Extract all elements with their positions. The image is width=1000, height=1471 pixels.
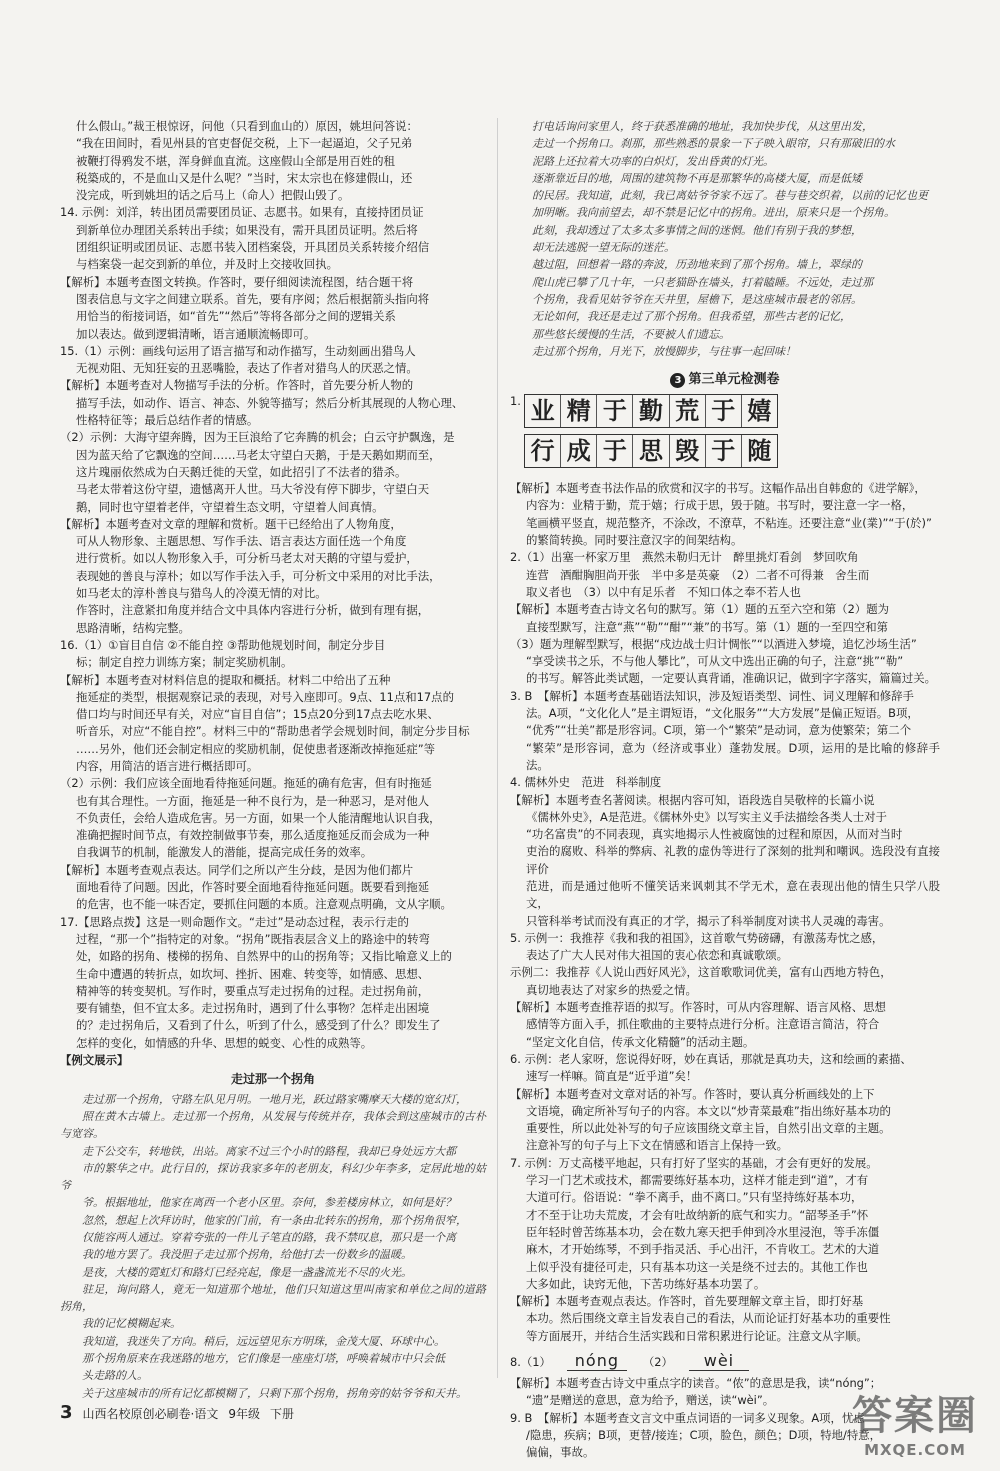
- text-line: 本功。然后围绕文章主旨发表自己的看法，从而论证打好基本功的重要性: [526, 1311, 891, 1326]
- essay-title: 走过那一个拐角: [230, 1072, 315, 1087]
- text-line: 的繁简转换。同时要注意汉字的间架结构。: [526, 533, 743, 548]
- text-line: 因为蓝天给了它飘逸的空间……马老太守望白天鹅，于是天鹅如期而至，: [76, 447, 441, 462]
- text-line: 我的地方罢了。我没胆子走过那个拐角，给他打去一份数乡的温暖。: [82, 1248, 412, 1262]
- text-line: 《儒林外史》，A是范进。《儒林外史》以写实主义手法描绘各类人士对于: [526, 809, 887, 824]
- calligraphy-char: 随: [747, 436, 772, 466]
- text-line: 重要性，所以此处补写的句子应该围绕文章主旨，自然引出文章的主题。: [526, 1121, 891, 1136]
- text-line: 不负责任，会给人造成危害。另一方面，如果一个人能清醒地认识自我，: [76, 810, 441, 825]
- answer-8-pinyin: [510, 1351, 940, 1371]
- text-line: 图表信息与文字之间建立联系。首先，要有序阅；然后根据箭头指向将: [76, 291, 430, 306]
- text-line: 【解析】本题考查对人物描写手法的分析。作答时，首先要分析人物的: [60, 378, 414, 393]
- text-line: 那个拐角原来在我迷路的地方，它们像是一座座灯塔，呼唤着城市中只会低: [82, 1352, 445, 1366]
- text-line: 加以表达。做到逻辑清晰，语言通顺流畅即可。: [76, 326, 316, 341]
- text-line: 7. 示例：万丈高楼平地起，只有打好了坚实的基础，才会有更好的发展。: [510, 1155, 878, 1170]
- text-line: 打电话询问家里人，终于获悉准确的地址，我加快步伐，从这里出发，: [532, 120, 873, 133]
- text-line: 要有铺垫，但不宜太多。走过拐角时，遇到了什么事物？怎样走出困境: [76, 1001, 430, 1016]
- text-line: 无视劝阻、无知狂妄的丑恶嘴脸，表达了作者对猎鸟人的厌恶之情。: [76, 361, 418, 376]
- text-line: 【解析】本题考查对文章对话的补写。作答时，要认真分析画线处的上下: [510, 1086, 875, 1101]
- text-line: 自我调节的机制，能激发人的潜能，提高完成任务的效率。: [76, 845, 373, 860]
- text-line: “遗”是赠送的意思，意为给予，赠送，读“wèi”。: [526, 1393, 775, 1408]
- text-line: 鹅，同时也守望着老伴，守望着生态文明，守望着人间真情。: [76, 499, 384, 514]
- text-line: 的危害，也不能一味否定，要抓住问题的本质。注意观点明确，文从字顺。: [76, 897, 452, 912]
- question-number: 1.: [510, 394, 521, 409]
- watermark: [852, 1384, 978, 1459]
- answer-17: [60, 914, 486, 1052]
- text-line: 标；制定自控力训练方案；制定奖励机制。: [76, 655, 293, 670]
- essay-text-left: [60, 1091, 486, 1402]
- text-line: “我在田间时，看见州县的官吏督促交税，上下一起逼迫，父子兄弟: [76, 136, 413, 151]
- text-line: 过程，“那一个”指特定的对象。“拐角”既指表层含义上的路途中的转弯: [76, 931, 430, 946]
- text-line: 仅能容两人通过。穿着夸张的一件儿子笔直的路，我不禁叹息，那只是一个离: [82, 1231, 456, 1244]
- text-line: （3）题为理解型默写，根据“戍边战士归计惆怅”“以酒进入梦境，追忆沙场生活”: [510, 636, 917, 651]
- text-line: 表达了广大人民对伟大祖国的衷心依恋和真诚歌颂。: [526, 948, 788, 963]
- text-line: 这片瑰丽依然成为白天鹅迁徙的天堂，如此招引了不法者的猎杀。: [76, 464, 407, 479]
- answer-6: [510, 1051, 940, 1155]
- section-title: 第三单元检测卷: [688, 372, 780, 388]
- text-line: 那些悠长缓慢的生活，不要被人们遗忘。: [532, 327, 730, 341]
- calligraphy-char: 思: [633, 435, 669, 467]
- section-badge: 3: [670, 373, 685, 388]
- text-line: 怎样的变化，如情感的升华、思想的蜕变、心性的成熟等。: [76, 1035, 373, 1050]
- page-number: 3: [60, 1402, 73, 1423]
- watermark-url: MXQE.COM: [864, 1441, 966, 1459]
- calligraphy-char: 勤: [633, 395, 669, 427]
- text-line: 偏偏，事故。: [526, 1445, 595, 1460]
- text-line: 走过那个拐角，月光下，放慢脚步，与往事一起回味！: [532, 344, 796, 358]
- text-line: 越过阻，回想着一路的奔波，历劲地来到了那个拐角。墙上，翠绿的: [532, 258, 862, 272]
- text-line: 连营 酒酣胸胆尚开张 半中多是英豪 （2）二者不可得兼 舍生而: [526, 567, 870, 582]
- text-line: 听音乐，对应“不能自控”。材料三中的“帮助患者学会规划时间，制定分步目标: [76, 724, 470, 739]
- term: 下册: [270, 1407, 295, 1421]
- grade: 9年级: [228, 1407, 260, 1421]
- text-line: 范进，而是通过他听不懂笑话来讽刺其不学无术，意在表现出他的情生只学八股文，: [526, 878, 940, 911]
- calligraphy-char: 成: [561, 435, 597, 467]
- section-heading: [510, 368, 940, 388]
- calligraphy-char: 荒: [670, 395, 706, 427]
- text-line: “享受读书之乐，不与他人攀比”，可从文中选出正确的句子，注意“挑”“勒”: [526, 654, 904, 669]
- calligraphy-char: 于: [597, 395, 633, 427]
- answer-4: [510, 774, 940, 930]
- carryover-text: [60, 118, 486, 204]
- text-line: 【解析】本题考查观点表达。作答时，首先要理解文章主旨，即打好基: [510, 1294, 864, 1309]
- text-line: 速写一样嘛。简直是“近乎道”矣！: [526, 1069, 698, 1084]
- text-line: 麻木，才开始练琴，不到手指灵活、手心出汗，不肯收工。艺术的大道: [526, 1242, 880, 1257]
- text-line: 拖延症的类型，根据观察记录的表现，对号入座即可。9点、11点和17点的: [76, 689, 454, 704]
- text-line: 描写手法，如动作、语言、神态、外貌等描写；然后分析其展现的人物心理、: [76, 395, 464, 410]
- text-line: 马老太带着这份守望，遗憾离开人世。马大爷没有停下脚步，守望白天: [76, 482, 430, 497]
- text-line: 思路清晰，结构完整。: [76, 620, 190, 635]
- text-line: （2）示例：大海守望奔腾，因为王巨浪给了它奔腾的机会；白云守护飘逸，是: [60, 430, 455, 445]
- text-line: 真切地表达了对家乡的热爱之情。: [526, 982, 697, 997]
- watermark-logo: 答案圈: [852, 1392, 978, 1439]
- text-line: 【解析】本题考查书法作品的欣赏和汉字的书写。这幅作品出自韩愈的《进学解》，: [510, 481, 926, 496]
- text-line: 作答时，注意紧扣角度并结合文中具体内容进行分析，做到有理有据，: [76, 603, 430, 618]
- text-line: 16.（1）①盲目自信 ②不能自控 ③帮助他规划时间，制定分步目: [60, 637, 386, 652]
- text-line: 是夜，大楼的霓虹灯和路灯已经亮起，像是一盏盏流光不尽的火光。: [82, 1265, 412, 1279]
- text-line: 【解析】本题考查观点表达。同学们之所以产生分歧，是因为他们都片: [60, 862, 414, 877]
- text-line: 也有其合理性。一方面，拖延是一种不良行为，是一种恶习，是对他人: [76, 793, 430, 808]
- calligraphy-char: 于: [597, 435, 633, 467]
- text-line: 上似乎没有捷径可走，只有基本功这一关是绕不过去的。其他工作也: [526, 1259, 868, 1274]
- text-line: 【解析】本题考查图文转换。作答时，要仔细阅读流程图，结合题干将: [60, 274, 414, 289]
- text-line: 【解析】本题考查对材料信息的提取和概括。材料二中给出了五种: [60, 672, 391, 687]
- text-line: 生命中遭遇的转折点，如坎坷、挫折、困难、转变等，如情感、思想、: [76, 966, 430, 981]
- text-line: 3. B 【解析】本题考查基础语法知识，涉及短语类型、词性、词义理解和修辞手: [510, 688, 914, 703]
- text-line: 却无法逃脱一望无际的迷茫。: [532, 241, 675, 255]
- text-line: 被鞭打得鸦发不堪，浑身鲜血直流。这座假山全部是用百姓的租: [76, 153, 395, 168]
- text-line: 【解析】本题考查古诗文名句的默写。第（1）题的五至六空和第（2）题为: [510, 602, 889, 617]
- answer-5: [510, 930, 940, 1051]
- calligraphy-char: 嬉: [747, 396, 772, 426]
- right-column: [510, 118, 940, 1461]
- essay-text-right: [510, 118, 940, 360]
- text-line: 我知道，我迷失了方向。稍后，远远望见东方明珠，金茂大厦、环球中心。: [82, 1334, 445, 1348]
- column-divider: [497, 118, 498, 1378]
- text-line: 6. 示例：老人家呀，您说得好呀，妙在真话，那就是真功夫，这和绘画的素描、: [510, 1051, 912, 1066]
- text-line: 此刻，我却透过了太多太多事情之间的迷惘。他们有别于我的梦想，: [532, 223, 862, 237]
- text-line: 大多如此，诀窍无他，下苦功练好基本功罢了。: [526, 1276, 766, 1291]
- text-line: 【解析】本题考查古诗文中重点字的读音。“侬”的意思是我，读“nóng”；: [510, 1376, 882, 1390]
- text-line: 【解析】本题考查名著阅读。根据内容可知，语段选自吴敬梓的长篇小说: [510, 792, 875, 807]
- text-line: 准确把握时间节点，有效控制做事节奏，那么适度拖延反而会成为一种: [76, 828, 430, 843]
- text-line: 个拐角，我看见姑爷爷在天井里，屋檐下，是这座城市最老的邻居。: [532, 292, 862, 306]
- text-line: 法。A项，“文化化人”是主谓短语，“文化服务”“大方发展”是偏正短语。B项，: [526, 706, 919, 721]
- text-line: /隐患，疾病；B项，更替/接连；C项，脸色，颜色；D项，特地/特意，: [526, 1427, 881, 1442]
- text-line: 大道可行。俗语说：“拳不离手，曲不离口。”只有坚持练好基本功，: [526, 1190, 863, 1205]
- text-line: 示例二：我推荐《人说山西好风光》，这首歌歌词优美，富有山西地方特色，: [510, 965, 892, 980]
- text-line: 泥路上还拉着大功率的白炽灯，发出昏黄的灯光。: [532, 154, 774, 168]
- text-line: 17.【思路点拨】这是一则命题作文。“走过”是动态过程，表示行走的: [60, 914, 409, 929]
- text-line: 【解析】本题考查对文章的理解和赏析。题干已经给出了人物角度，: [60, 516, 402, 531]
- text-line: 5. 示例一：我推荐《我和我的祖国》，这首歌气势磅礴，有激荡寿忱之感，: [510, 930, 884, 945]
- text-line: 的？走过拐角后，又看到了什么，听到了什么，感受到了什么？即发生了: [76, 1018, 441, 1033]
- text-line: “繁荣”是形容词，意为（经济或事业）蓬勃发展。D项，运用的是比喻的修辞手法。: [526, 740, 940, 772]
- text-line: 取义者也 （3）以中有足乐者 不知口体之奉不若人也: [526, 584, 801, 599]
- calligraphy-char: 精: [561, 395, 597, 427]
- text-line: 9. B 【解析】本题考查文言文中重点词语的一词多义现象。A项，忧虑: [510, 1410, 865, 1425]
- text-line: 15.（1）示例：画线句运用了语言描写和动作描写，生动刻画出猎鸟人: [60, 343, 416, 358]
- text-line: 我的记忆模糊起来。: [82, 1317, 181, 1331]
- answer-1-analysis: [510, 480, 940, 549]
- text-line: 注意补写的句子与上下文在情感和语言上保持一致。: [526, 1138, 788, 1153]
- text-line: 逐渐靠近目的地，周围的建筑物不再是那繁华的高楼大厦，而是低矮: [532, 171, 862, 185]
- text-line: 头走路的人。: [82, 1369, 148, 1383]
- text-line: 文语境，确定所补写句子的内容。本文以“炒青菜最难”指出练好基本功的: [526, 1103, 891, 1118]
- pinyin-label-1: 8.（1）: [510, 1355, 551, 1369]
- text-line: 内容为：业精于勤，荒于嬉；行成于思，毁于随。书写时，要注意一字一格，: [526, 498, 914, 513]
- text-line: 4. 儒林外史 范进 科举制度: [510, 775, 662, 790]
- text-line: 与档案袋一起交到新的单位，并及时上交接收回执。: [76, 257, 338, 272]
- text-line: 照在黄木古墙上。走过那一个拐角，从发展与传统并存，我体会到这座城市的古朴与宽容。: [60, 1109, 486, 1141]
- answer-7: [510, 1155, 940, 1345]
- text-line: 什么假山。”裁王根惊讶，问他（只看到血山的）原因，姚坦问答说：: [76, 119, 418, 133]
- calligraphy-char: 于: [706, 435, 742, 467]
- answer-14: [60, 204, 486, 342]
- calligraphy-char: 业: [525, 395, 561, 427]
- text-line: 可从人物形象、主题思想、写作手法、语言表达方面任选一个角度: [76, 534, 407, 549]
- calligraphy-char: 于: [706, 395, 742, 427]
- text-line: 用恰当的衔接词语，如“首先”“然后”等将各部分之间的逻辑关系: [76, 309, 396, 324]
- pinyin-answer-2: wèi: [689, 1351, 749, 1371]
- text-line: 直接型默写，注意“燕”“勒”“酣”“兼”的书写。第（1）题的一至四空和第: [526, 619, 889, 634]
- text-line: 臣年轻时曾苦练基本功，会在数九寒天把手伸到冷水里浸泡，等手冻僵: [526, 1224, 880, 1239]
- left-column: [60, 118, 486, 1402]
- text-line: 爬山虎已攀了几十年，一只老猫卧在墙头，打着瞌睡。不远处，走过那: [532, 275, 873, 289]
- calligraphy-char: 行: [525, 435, 561, 467]
- text-line: 的民居。我知道，此刻，我已离姑爷爷家不远了。巷与巷交织着，以前的记忆也更: [532, 189, 928, 203]
- text-line: 【解析】本题考查推荐语的拟写。作答时，可从内容理解、语言风格、思想: [510, 1000, 886, 1015]
- text-line: “坚定文化自信，传承文化精髓”的活动主题。: [526, 1034, 755, 1049]
- pinyin-label-2: （2）: [642, 1355, 673, 1369]
- text-line: 学习一门艺术或技术，都需要练好基本功，这样才能走到“道”，才有: [526, 1173, 869, 1188]
- text-line: 只管科举考试而没有真正的才学，揭示了科举制度对读书人灵魂的毒害。: [526, 913, 891, 928]
- text-line: 走过那一个拐角，守路左队见月明。一地月光，跃过路家嘴摩天大楼的宽幻灯，: [82, 1092, 467, 1106]
- text-line: 等方面展开，并结合生活实践和日常积累进行论证。注意文从字顺。: [526, 1328, 868, 1343]
- answer-3: [510, 688, 940, 774]
- example-label: 【例文展示】: [60, 1053, 129, 1068]
- text-line: 没完成，听到姚坦的话之后马上（命人）把假山毁了。: [76, 188, 350, 203]
- text-line: 精神等的转变契机。写作时，要重点写走过拐角的过程。走过拐角前，: [76, 983, 430, 998]
- text-line: 团组织证明或团员证、志愿书装入团档案袋，开具团员关系转接介绍信: [76, 240, 430, 255]
- text-line: 的书写。解答此类试题，一定要认真背诵，准确识记，做到字字落实，篇篇过关。: [526, 671, 937, 686]
- text-line: ……另外，他们还会制定相应的奖励机制，促使患者逐渐改掉拖延症”等: [76, 741, 436, 756]
- text-line: 走过一个拐角口。刹那，那些熟悉的景象一下子映入眼帘，只有那破旧的水: [532, 137, 895, 151]
- calligraphy-char: 毁: [670, 435, 706, 467]
- text-line: 爷。根据地址，他家在离西一个老小区里。奈何，参差楼房林立，如何是好？: [82, 1196, 456, 1210]
- calligraphy-row-1: [524, 394, 778, 428]
- text-line: 吏治的腐败、科举的弊病、礼教的虚伪等进行了深刻的批判和嘲讽。选段没有直接评价: [526, 844, 940, 876]
- text-line: 笔画横平竖直，规范整齐，不涂改，不潦草，不粘连。还要注意“业(業)”“于(於)”: [526, 515, 932, 530]
- calligraphy-row-2: [524, 434, 778, 468]
- series-title: 山西名校原创必刷卷·语文: [82, 1407, 219, 1421]
- text-line: 性格特征等；最后总结作者的情感。: [76, 413, 259, 428]
- answer-16: [60, 637, 486, 914]
- text-line: 驻足，询问路人，竟无一知道那个地址，他们只知道这里叫南家和单位之间的道路拐角，: [60, 1282, 486, 1314]
- text-line: 内容，用简洁的语言进行概括即可。: [76, 758, 259, 773]
- text-line: 加明晰。我向前望去，却不禁是记忆中的拐角。进出，原来只是一个拐角。: [532, 206, 895, 220]
- text-line: 关于这座城市的所有记忆都模糊了，只剩下那个拐角，拐角旁的姑爷爷和天井。: [82, 1386, 467, 1400]
- text-line: 才不至于让功夫荒废，才会有吐故纳新的底气和实力。“韶琴圣手”怀: [526, 1207, 869, 1222]
- text-line: 借口均与时间还早有关，对应“盲目自信”；15点20分到17点去吃水果、: [76, 707, 439, 722]
- text-line: “功名富贵”的不同表现，真实地揭示人性被腐蚀的过程和原因，从而对当时: [526, 827, 903, 842]
- calligraphy-block: [510, 394, 940, 474]
- text-line: 感情等方面入手，抓住歌曲的主要特点进行分析。注意语言简洁，符合: [526, 1017, 880, 1032]
- text-line: 到新单位办理团关系转出手续；如果没有，需开具团员证明。然后将: [76, 222, 418, 237]
- page-footer: [60, 1402, 294, 1423]
- text-line: 忽然，想起上次拜访时，他家的门前，有一条由北转东的拐角，那个拐角很窄，: [82, 1213, 467, 1227]
- text-line: 市的繁华之中。此行目的，探访我家多年的老朋友，科幻少年李多，定居此地的姑爷: [60, 1161, 486, 1193]
- text-line: 面地看待了问题。因此，作答时要全面地看待拖延问题。既要看到拖延: [76, 880, 430, 895]
- answer-15: [60, 343, 486, 637]
- text-line: （2）示例：我们应该全面地看待拖延问题。拖延的确有危害，但有时拖延: [60, 776, 432, 791]
- text-line: “优秀”“壮美”都是形容词。C项，第一个“繁荣”是动词，意为使繁荣；第二个: [526, 723, 912, 738]
- text-line: 进行赏析。如以人物形象入手，可分析马老太对天鹅的守望与爱护，: [76, 551, 418, 566]
- answer-2: [510, 549, 940, 687]
- text-line: 2.（1）出塞一杯家万里 燕然未勒归无计 醉里挑灯看剑 梦回吹角: [510, 550, 859, 565]
- text-line: 无论如何，我还是走过了那个拐角。但我希望，那些古老的记忆，: [532, 310, 851, 324]
- text-line: 税築成的，不是血山又是什么呢？”当时，宋太宗也在修建假山，还: [76, 170, 413, 185]
- text-line: 14. 示例：刘洋，转出团员需要团员证、志愿书。如果有，直接持团员证: [60, 205, 424, 220]
- pinyin-answer-1: nóng: [567, 1351, 627, 1371]
- text-line: 走下公交车，转地铁，出站。离家不过三个小时的路程，我却已身处远方大都: [82, 1144, 456, 1158]
- text-line: 如马老太的淳朴善良与猎鸟人的冷漠无情的对比。: [76, 586, 327, 601]
- text-line: 处，如路的拐角、楼梯的拐角、自然界中的山的拐角等；又指比喻意义上的: [76, 949, 452, 964]
- text-line: 表现她的善良与淳朴；如以写作手法入手，可分析文中采用的对比手法，: [76, 568, 441, 583]
